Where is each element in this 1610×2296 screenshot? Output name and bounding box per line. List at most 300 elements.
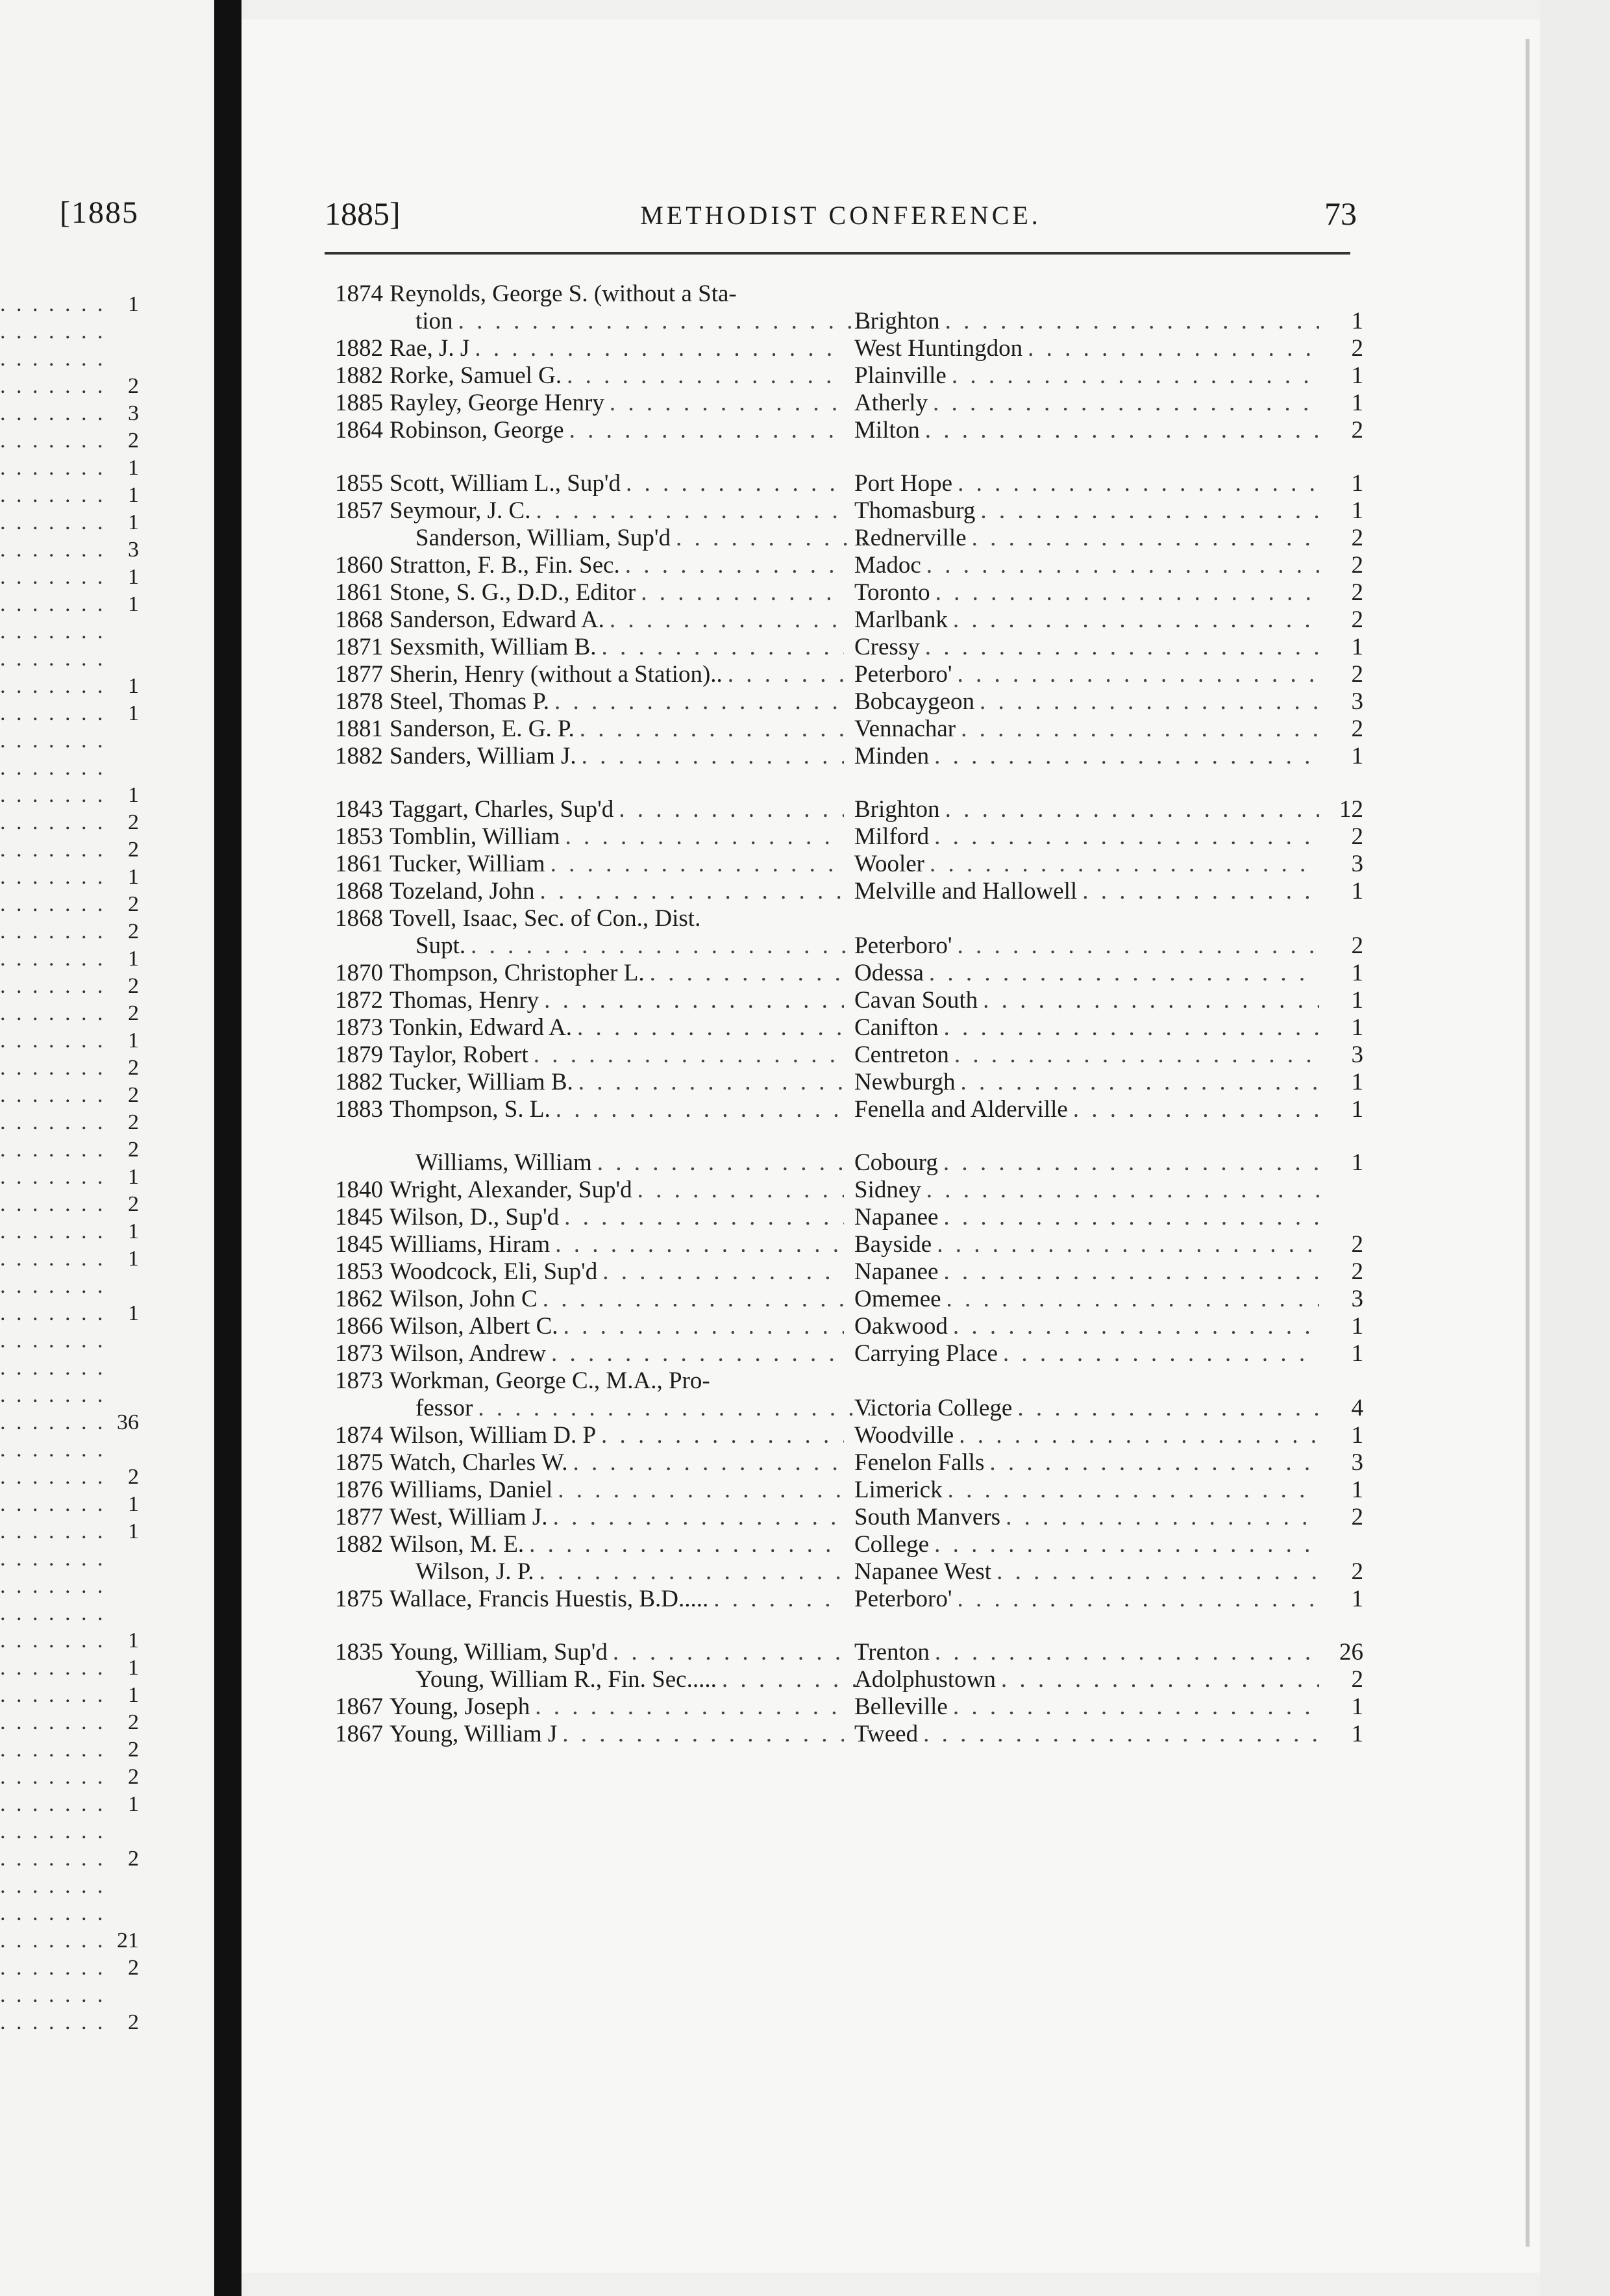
leader-dots <box>553 1504 844 1531</box>
left-page-count: 3 <box>128 538 139 562</box>
entry-station-cell <box>854 470 1319 497</box>
entry-year: 1861 <box>335 579 383 606</box>
left-page-row <box>0 1736 143 1764</box>
minister-entry <box>318 1204 1363 1231</box>
leader-dots <box>551 851 844 878</box>
leader-dots <box>0 1683 113 1708</box>
leader-dots <box>925 417 1319 444</box>
leader-dots <box>0 538 113 562</box>
left-page-count: 1 <box>128 292 139 316</box>
entry-year: 1868 <box>335 606 383 633</box>
entry-station: Canifton <box>854 1014 939 1041</box>
leader-dots <box>0 1519 113 1544</box>
left-page-row <box>0 1764 143 1791</box>
left-page-row <box>0 318 143 345</box>
leader-dots <box>943 1149 1319 1177</box>
entry-station-cell <box>854 1531 1319 1558</box>
leader-dots <box>0 1192 113 1217</box>
left-page-row <box>0 1982 143 2009</box>
left-page-count: 1 <box>128 510 139 534</box>
leader-dots <box>0 1656 113 1680</box>
entry-name: Wallace, Francis Huestis, B.D..... <box>390 1586 709 1612</box>
entry-count: 1 <box>1351 1149 1363 1176</box>
leader-dots <box>0 838 113 862</box>
entry-name: Taggart, Charles, Sup'd <box>390 796 614 823</box>
leader-dots <box>0 1274 113 1299</box>
left-page-count: 2 <box>128 429 139 453</box>
leader-dots <box>961 1069 1319 1096</box>
entry-station: Plainville <box>854 362 947 389</box>
entry-station: Belleville <box>854 1693 948 1720</box>
entry-station: Wooler <box>854 851 924 877</box>
left-page-count: 1 <box>128 947 139 971</box>
entry-count: 12 <box>1339 796 1363 823</box>
entry-name-cell <box>390 1258 844 1286</box>
left-page-row <box>0 918 143 945</box>
leader-dots <box>0 1738 113 1762</box>
leader-dots <box>0 1710 113 1735</box>
minister-entry <box>318 1449 1363 1477</box>
entry-count: 2 <box>1351 932 1363 959</box>
left-page-count: 1 <box>128 1519 139 1543</box>
entry-name: Tucker, William <box>390 851 545 877</box>
left-page-header: [1885 <box>60 195 139 230</box>
entry-year: 1874 <box>335 1422 383 1449</box>
entry-year: 1853 <box>335 823 383 850</box>
leader-dots <box>0 1438 113 1462</box>
leader-dots <box>1028 335 1319 362</box>
left-page-row <box>0 1518 143 1545</box>
leader-dots <box>983 987 1319 1014</box>
entry-station-cell <box>854 1069 1319 1096</box>
left-page-row <box>0 973 143 1000</box>
leader-dots <box>567 362 844 390</box>
leader-dots <box>926 552 1319 579</box>
entry-station: Marlbank <box>854 606 948 633</box>
left-page-row <box>0 1109 143 1136</box>
leader-dots <box>0 974 113 999</box>
left-page-count: 36 <box>117 1410 139 1434</box>
left-page-row <box>0 1409 143 1436</box>
leader-dots <box>582 743 844 770</box>
minister-entry <box>318 1395 1363 1422</box>
entry-name: Rorke, Samuel G. <box>390 362 562 389</box>
entry-count: 2 <box>1351 661 1363 688</box>
left-page-count: 2 <box>128 1001 139 1025</box>
leader-dots <box>0 1547 113 1571</box>
entry-count: 1 <box>1351 987 1363 1014</box>
entry-year: 1885 <box>335 390 383 416</box>
entry-year: 1882 <box>335 743 383 769</box>
left-page-row <box>0 1573 143 1600</box>
entry-station: Napanee <box>854 1204 939 1230</box>
leader-dots <box>980 497 1319 525</box>
entry-year: 1878 <box>335 688 383 715</box>
entry-name: Scott, William L., Sup'd <box>390 470 621 497</box>
left-page-count: 1 <box>128 565 139 589</box>
entry-station: Peterboro' <box>854 661 952 688</box>
leader-dots <box>713 1586 844 1613</box>
entry-station: Cressy <box>854 634 920 660</box>
entry-station: Port Hope <box>854 470 953 497</box>
left-page-row <box>0 564 143 591</box>
leader-dots <box>0 401 113 426</box>
entry-year: 1882 <box>335 1069 383 1095</box>
leader-dots <box>626 470 844 497</box>
entry-name: Young, William J <box>390 1721 558 1747</box>
entry-name-cell <box>415 1149 870 1177</box>
entry-name: Young, William R., Fin. Sec..... <box>415 1666 717 1693</box>
entry-count: 1 <box>1351 1313 1363 1340</box>
left-page-row <box>0 1136 143 1164</box>
entry-name-cell <box>390 1231 844 1258</box>
entry-station-cell <box>854 335 1319 362</box>
entry-station-cell <box>854 688 1319 716</box>
page-number: 73 <box>1324 195 1357 232</box>
entry-station: Carrying Place <box>854 1340 998 1367</box>
leader-dots <box>565 823 844 851</box>
entry-name-cell <box>415 525 870 552</box>
leader-dots <box>0 1383 113 1408</box>
leader-dots <box>0 1792 113 1817</box>
minister-entry <box>318 1504 1363 1531</box>
entry-name: Young, William, Sup'd <box>390 1639 608 1666</box>
entry-count: 1 <box>1351 1069 1363 1095</box>
left-page-count: 2 <box>128 1847 139 1871</box>
leader-dots <box>0 292 113 317</box>
left-page-row <box>0 1791 143 1818</box>
leader-dots <box>0 1574 113 1599</box>
entry-name-cell <box>390 1531 844 1558</box>
entry-station: Centreton <box>854 1042 949 1068</box>
entry-name: Robinson, George <box>390 417 564 443</box>
left-page-row <box>0 891 143 918</box>
leader-dots <box>972 525 1319 552</box>
entry-station: Minden <box>854 743 930 769</box>
entry-name: Thompson, S. L. <box>390 1096 551 1123</box>
entry-station: Peterboro' <box>854 932 952 959</box>
entry-name-cell <box>390 281 1143 308</box>
left-page-row <box>0 755 143 782</box>
left-page-count: 1 <box>128 1247 139 1271</box>
entry-count: 1 <box>1351 1014 1363 1041</box>
left-page-row <box>0 1627 143 1654</box>
entry-station: Tweed <box>854 1721 919 1747</box>
leader-dots <box>1003 1340 1319 1367</box>
leader-dots <box>1017 1395 1319 1422</box>
entry-name: Tucker, William B. <box>390 1069 573 1095</box>
leader-dots <box>952 362 1319 390</box>
entry-year: 1840 <box>335 1177 383 1203</box>
entry-name-cell <box>415 1558 870 1586</box>
entry-year: 1872 <box>335 987 383 1014</box>
left-page-row <box>0 1327 143 1354</box>
left-page-row <box>0 427 143 455</box>
leader-dots <box>0 1928 113 1953</box>
left-page-fragment <box>0 0 214 2296</box>
leader-dots <box>0 1001 113 1026</box>
entry-name: Williams, Hiram <box>390 1231 551 1258</box>
entry-station-cell <box>854 1286 1319 1313</box>
entry-count: 2 <box>1351 716 1363 742</box>
left-page-row <box>0 1300 143 1327</box>
header-year: 1885] <box>325 195 401 232</box>
entry-name-cell <box>415 1395 870 1422</box>
entry-year: 1873 <box>335 1340 383 1367</box>
entry-name-cell <box>390 851 844 878</box>
leader-dots <box>0 1138 113 1162</box>
left-page-row <box>0 1436 143 1464</box>
leader-dots <box>923 1721 1319 1748</box>
entry-name-cell <box>390 796 844 823</box>
minister-entry <box>318 362 1363 390</box>
left-page-count: 1 <box>128 1492 139 1516</box>
entry-count: 1 <box>1351 1721 1363 1747</box>
entry-name-cell <box>415 1666 870 1693</box>
entry-count: 2 <box>1351 823 1363 850</box>
entry-station: Cavan South <box>854 987 978 1014</box>
entry-name-cell <box>390 1477 844 1504</box>
leader-dots <box>959 1422 1319 1449</box>
leader-dots <box>958 470 1319 497</box>
entry-name-cell <box>390 1204 844 1231</box>
leader-dots <box>529 1531 844 1558</box>
minister-entry <box>318 1042 1363 1069</box>
leader-dots <box>953 1313 1319 1340</box>
leader-dots <box>551 1340 844 1367</box>
entry-year: 1868 <box>335 905 383 932</box>
minister-entry <box>318 1258 1363 1286</box>
minister-entry <box>318 661 1363 688</box>
left-page-count: 1 <box>128 483 139 507</box>
left-page-row <box>0 455 143 482</box>
leader-dots <box>610 606 844 634</box>
left-page-count: 1 <box>128 1656 139 1680</box>
entry-count: 2 <box>1351 1558 1363 1585</box>
entry-year: 1860 <box>335 552 383 579</box>
entry-station-cell <box>854 308 1319 335</box>
entry-name-cell <box>390 987 844 1014</box>
leader-dots <box>937 1231 1319 1258</box>
entry-station-cell <box>854 716 1319 743</box>
leader-dots <box>0 429 113 453</box>
left-page-row <box>0 645 143 673</box>
leader-dots <box>601 1422 844 1449</box>
entry-station: Victoria College <box>854 1395 1013 1421</box>
left-page-row <box>0 782 143 809</box>
leader-dots <box>578 1069 844 1096</box>
leader-dots <box>929 960 1319 987</box>
entry-name-cell <box>390 470 844 497</box>
left-page-count: 1 <box>128 1219 139 1243</box>
entry-count: 1 <box>1351 743 1363 769</box>
left-page-row <box>0 2009 143 2036</box>
entry-name: Williams, William <box>415 1149 592 1176</box>
entry-station-cell <box>854 1558 1319 1586</box>
page-edge <box>1540 0 1610 2296</box>
leader-dots <box>544 987 844 1014</box>
leader-dots <box>945 308 1319 335</box>
left-page-row <box>0 1491 143 1518</box>
leader-dots <box>475 335 844 362</box>
leader-dots <box>0 1601 113 1626</box>
entry-name: Wilson, D., Sup'd <box>390 1204 560 1230</box>
minister-entry <box>318 335 1363 362</box>
entry-station-cell <box>854 1149 1319 1177</box>
entry-station-cell <box>854 1340 1319 1367</box>
minister-entry <box>318 932 1363 960</box>
left-page-row <box>0 1845 143 1873</box>
entry-name: West, William J. <box>390 1504 548 1530</box>
entry-station: Peterboro' <box>854 1586 952 1612</box>
entry-station-cell <box>854 1422 1319 1449</box>
entry-station-cell <box>854 823 1319 851</box>
entry-year: 1861 <box>335 851 383 877</box>
entry-name-cell <box>390 1096 844 1123</box>
minister-entry <box>318 634 1363 661</box>
entry-year: 1877 <box>335 1504 383 1530</box>
entry-count: 2 <box>1351 1231 1363 1258</box>
leader-dots <box>0 1901 113 1926</box>
entry-station-cell <box>854 1258 1319 1286</box>
entry-year: 1835 <box>335 1639 383 1666</box>
entry-station-cell <box>854 1395 1319 1422</box>
leader-dots <box>980 688 1319 716</box>
entry-name: Wilson, John C <box>390 1286 538 1312</box>
left-page-count: 1 <box>128 1301 139 1325</box>
entry-year: 1845 <box>335 1204 383 1230</box>
entry-count: 4 <box>1351 1395 1363 1421</box>
left-page-count: 2 <box>128 1956 139 1980</box>
leader-dots <box>580 716 844 743</box>
entry-station: Cobourg <box>854 1149 938 1176</box>
left-page-row <box>0 1545 143 1573</box>
leader-dots <box>958 661 1319 688</box>
entry-year: 1877 <box>335 661 383 688</box>
left-page-count: 1 <box>128 865 139 889</box>
entry-year: 1873 <box>335 1014 383 1041</box>
minister-entry <box>318 987 1363 1014</box>
minister-entry <box>318 1014 1363 1042</box>
entry-name: Wilson, J. P. <box>415 1558 534 1585</box>
left-page-count: 2 <box>128 374 139 398</box>
minister-entry <box>318 1231 1363 1258</box>
leader-dots <box>0 510 113 535</box>
leader-dots <box>997 1558 1319 1586</box>
left-page-count: 2 <box>128 810 139 834</box>
entry-year: 1870 <box>335 960 383 986</box>
entry-station-cell <box>854 579 1319 606</box>
entry-count: 1 <box>1351 390 1363 416</box>
left-page-count: 1 <box>128 1792 139 1816</box>
entry-name: Supt. <box>415 932 466 959</box>
leader-dots <box>0 1329 113 1353</box>
leader-dots <box>478 1395 870 1422</box>
leader-dots <box>0 1874 113 1899</box>
entry-year: 1855 <box>335 470 383 497</box>
leader-dots <box>641 579 844 606</box>
leader-dots <box>650 960 844 987</box>
left-page-count: 3 <box>128 401 139 425</box>
entry-name-cell <box>390 1721 844 1748</box>
left-page-count: 1 <box>128 1165 139 1189</box>
entry-name-cell <box>390 606 844 634</box>
entry-year: 1866 <box>335 1313 383 1340</box>
entry-year: 1845 <box>335 1231 383 1258</box>
entry-station-cell <box>854 1096 1319 1123</box>
leader-dots <box>0 1083 113 1108</box>
entry-count: 1 <box>1351 470 1363 497</box>
leader-dots <box>573 1449 844 1477</box>
entry-year: 1843 <box>335 796 383 823</box>
entry-station: Bobcaygeon <box>854 688 974 715</box>
leader-dots <box>943 1014 1319 1042</box>
entry-station: Woodville <box>854 1422 954 1449</box>
entry-count: 1 <box>1351 362 1363 389</box>
leader-dots <box>0 892 113 917</box>
entry-station-cell <box>854 1504 1319 1531</box>
entry-name: Woodcock, Eli, Sup'd <box>390 1258 598 1285</box>
entry-count: 2 <box>1351 1258 1363 1285</box>
entry-station: Fenella and Alderville <box>854 1096 1068 1123</box>
entry-count: 1 <box>1351 1340 1363 1367</box>
left-page-row <box>0 1873 143 1900</box>
leader-dots <box>613 1639 844 1666</box>
leader-dots <box>597 1149 870 1177</box>
entry-station: Adolphustown <box>854 1666 996 1693</box>
entry-name: Stone, S. G., D.D., Editor <box>390 579 636 606</box>
leader-dots <box>954 1042 1319 1069</box>
entry-name: tion <box>415 308 453 334</box>
entry-name-cell <box>390 1286 844 1313</box>
entry-station-cell <box>854 1042 1319 1069</box>
leader-dots <box>0 1492 113 1517</box>
leader-dots <box>930 851 1319 878</box>
left-page-row <box>0 1654 143 1682</box>
leader-dots <box>539 1558 870 1586</box>
left-page-row <box>0 1709 143 1736</box>
left-page-count: 2 <box>128 2010 139 2034</box>
entry-name-cell <box>390 1367 1143 1395</box>
entry-name-cell <box>390 1313 844 1340</box>
minister-entry <box>318 1693 1363 1721</box>
left-page-count: 2 <box>128 1056 139 1080</box>
left-page-row <box>0 673 143 700</box>
left-page-row <box>0 1027 143 1054</box>
entry-name: Taylor, Robert <box>390 1042 528 1068</box>
left-page-count: 2 <box>128 974 139 998</box>
leader-dots <box>947 1286 1319 1313</box>
entry-station-cell <box>854 1177 1319 1204</box>
leader-dots <box>0 865 113 890</box>
entry-name-cell <box>390 878 844 905</box>
entry-station-cell <box>854 1477 1319 1504</box>
leader-dots <box>989 1449 1319 1477</box>
leader-dots <box>562 1721 844 1748</box>
entry-year: 1864 <box>335 417 383 443</box>
entry-name: Tozeland, John <box>390 878 535 905</box>
minister-entry <box>318 1069 1363 1096</box>
left-page-count: 2 <box>128 1765 139 1789</box>
entry-name-cell <box>390 716 844 743</box>
entry-name-cell <box>390 497 844 525</box>
leader-dots <box>0 1356 113 1380</box>
entry-name: Tovell, Isaac, Sec. of Con., Dist. <box>390 905 701 932</box>
minister-entry <box>318 905 1363 932</box>
leader-dots <box>0 592 113 617</box>
minister-entry <box>318 851 1363 878</box>
minister-entry <box>318 552 1363 579</box>
